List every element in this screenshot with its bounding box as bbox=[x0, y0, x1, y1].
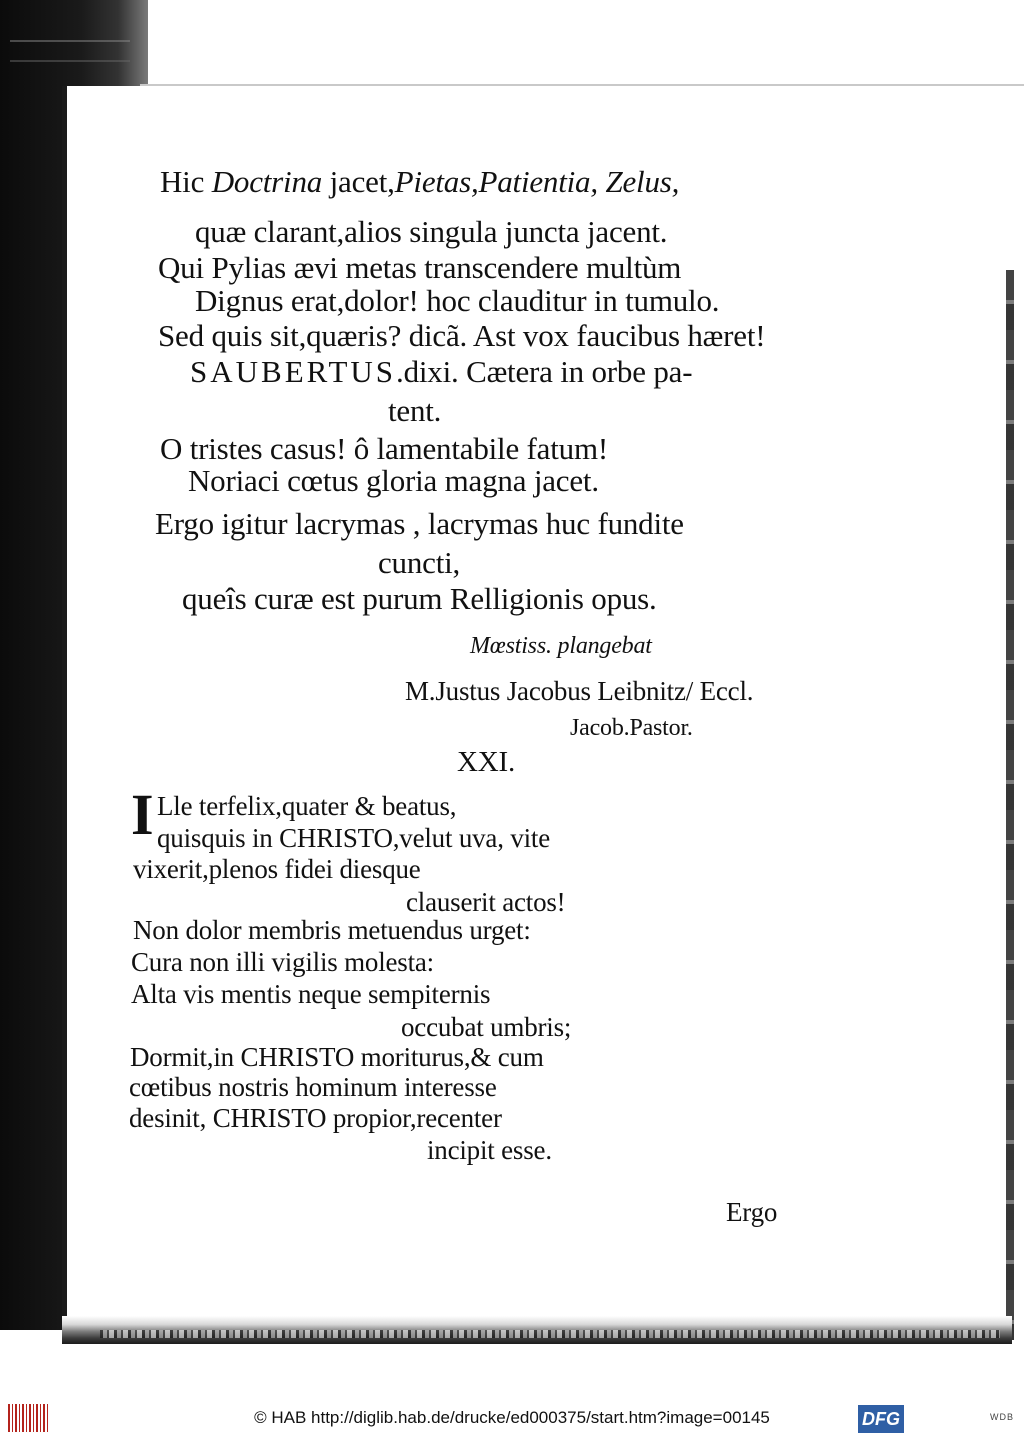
poem1-line-11: cuncti, bbox=[378, 545, 461, 580]
poem2-line-10: cœtibus nostris hominum interesse bbox=[129, 1072, 497, 1102]
wdb-logo[interactable]: WDB bbox=[990, 1412, 1014, 1422]
poem1-line-2: quæ clarant,alios singula juncta jacent. bbox=[195, 214, 668, 249]
poem1-line-12: queîs curæ est purum Relligionis opus. bbox=[182, 581, 657, 616]
poem1-line-8: O tristes casus! ô lamentabile fatum! bbox=[160, 431, 608, 466]
viewer-footer bbox=[0, 1400, 1024, 1437]
signature-line-3: Jacob.Pastor. bbox=[570, 715, 693, 741]
copyright-link[interactable]: © HAB http://diglib.hab.de/drucke/ed000375/start.htm?image=00145 bbox=[254, 1408, 770, 1427]
catchword: Ergo bbox=[726, 1197, 778, 1227]
poem2-line-9: Dormit,in CHRISTO moriturus,& cum bbox=[130, 1042, 544, 1072]
poem2-line-7: Alta vis mentis neque sempiternis bbox=[131, 979, 491, 1009]
page-right-edge bbox=[1006, 270, 1014, 1340]
poem2-line-6: Cura non illi vigilis molesta: bbox=[131, 947, 434, 977]
poem1-line-4: Dignus erat,dolor! hoc clauditur in tumulo. bbox=[195, 283, 720, 318]
dfg-logo[interactable]: DFG bbox=[858, 1405, 904, 1433]
poem2-line-11: desinit, CHRISTO propior,recenter bbox=[129, 1103, 502, 1133]
poem1-line-10: Ergo igitur lacrymas , lacrymas huc fundite bbox=[155, 506, 684, 541]
poem1-line-1-virtues: Pietas,Patientia, Zelus, bbox=[394, 164, 680, 199]
poem1-line-1 bbox=[160, 164, 679, 200]
page-top-edge bbox=[140, 84, 1024, 86]
poem1-line-6-rest: .dixi. Cætera in orbe pa- bbox=[396, 354, 693, 389]
scan-top-margin bbox=[0, 0, 1024, 86]
page-bottom-texture bbox=[100, 1330, 1000, 1338]
scan-bottom-margin bbox=[0, 1344, 1024, 1400]
poem1-line-6-saubertus: SAUBERTUS bbox=[190, 354, 397, 389]
poem2-line-12: incipit esse. bbox=[427, 1135, 552, 1165]
poem1-line-6 bbox=[190, 354, 692, 390]
poem1-line-7: tent. bbox=[388, 393, 442, 428]
poem2-dropcap: I bbox=[131, 782, 154, 847]
poem1-line-1-doctrina: Doctrina bbox=[211, 164, 323, 199]
poem1-line-9: Noriaci cœtus gloria magna jacet. bbox=[188, 463, 599, 498]
poem1-line-3: Qui Pylias ævi metas transcendere multùm bbox=[158, 250, 682, 285]
poem1-line-1-a: Hic bbox=[160, 164, 212, 199]
poem2-line-5: Non dolor membris metuendus urget: bbox=[133, 915, 531, 945]
signature-line-1: Mœstiss. plangebat bbox=[470, 633, 652, 659]
poem1-line-1-c: jacet, bbox=[322, 164, 395, 199]
poem2-line-1: Lle terfelix,quater & beatus, bbox=[157, 791, 457, 821]
poem1-line-5: Sed quis sit,quæris? dicã. Ast vox faucibus hæret! bbox=[158, 318, 766, 353]
poem2-line-2: quisquis in CHRISTO,velut uva, vite bbox=[157, 823, 551, 853]
signature-line-2: M.Justus Jacobus Leibnitz/ Eccl. bbox=[405, 676, 754, 706]
poem2-line-3: vixerit,plenos fidei diesque bbox=[133, 854, 421, 884]
poem2-line-8: occubat umbris; bbox=[401, 1012, 572, 1042]
poem2-line-4: clauserit actos! bbox=[406, 887, 566, 917]
section-number: XXI. bbox=[457, 746, 515, 778]
